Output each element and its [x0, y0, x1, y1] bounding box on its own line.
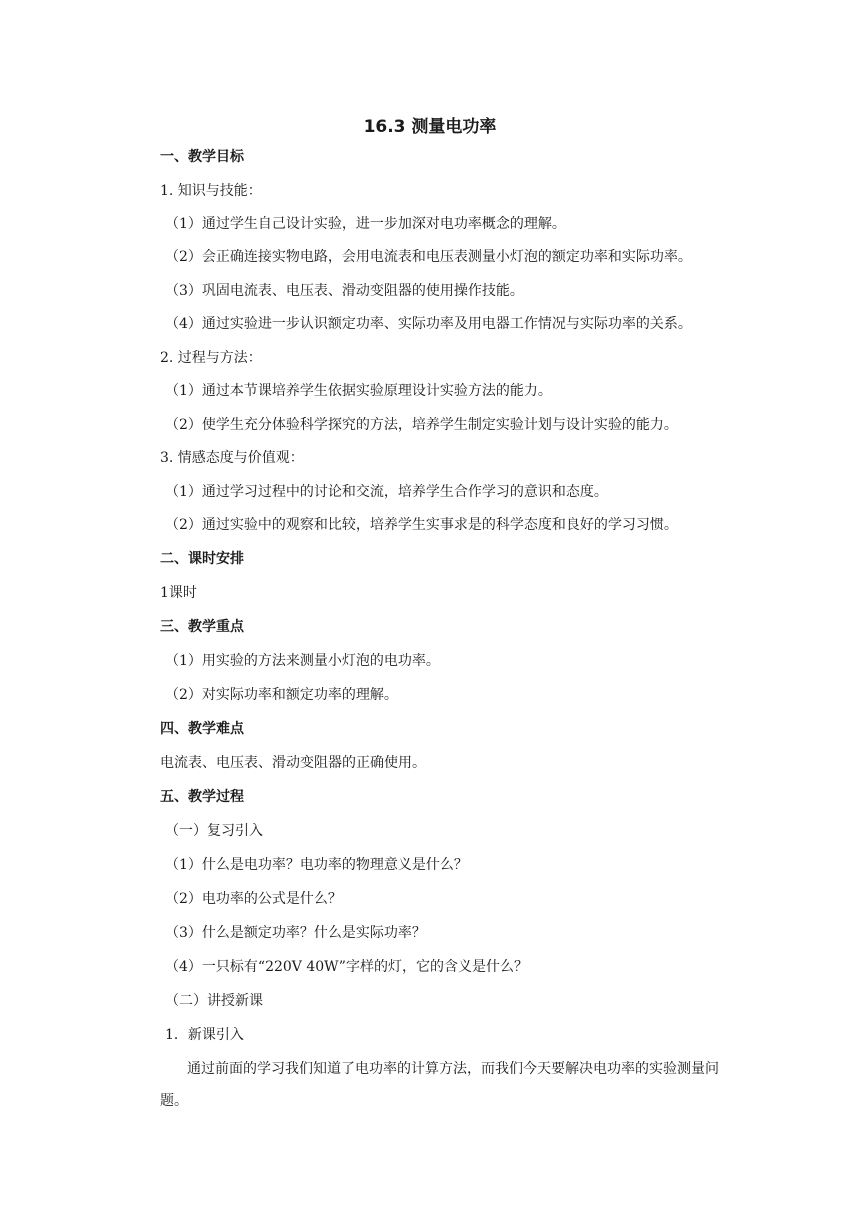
difficulties-text: 电流表、电压表、滑动变阻器的正确使用。	[160, 755, 426, 771]
list-item: （2）会正确连接实物电路，会用电流表和电压表测量小灯泡的额定功率和实际功率。	[165, 249, 692, 265]
section-heading-schedule: 二、课时安排	[160, 551, 244, 567]
section-heading-process: 五、教学过程	[160, 789, 244, 805]
list-item: （1）通过学习过程中的讨论和交流，培养学生合作学习的意识和态度。	[165, 484, 608, 500]
list-item: （3）什么是额定功率？什么是实际功率？	[165, 925, 426, 941]
list-item: （1）什么是电功率？电功率的物理意义是什么？	[165, 857, 468, 873]
paragraph-line: 题。	[160, 1093, 188, 1109]
list-item: （1）用实验的方法来测量小灯泡的电功率。	[165, 653, 440, 669]
schedule-text: 1课时	[160, 585, 197, 601]
subheading-process-methods: 2. 过程与方法：	[160, 350, 262, 366]
paragraph-line: 通过前面的学习我们知道了电功率的计算方法，而我们今天要解决电功率的实验测量问	[187, 1061, 719, 1077]
section-heading-difficulties: 四、教学难点	[160, 721, 244, 737]
subheading-review: （一）复习引入	[165, 823, 263, 839]
subheading-new-lesson: （二）讲授新课	[165, 993, 263, 1009]
list-item: （2）通过实验中的观察和比较，培养学生实事求是的科学态度和良好的学习习惯。	[165, 517, 678, 533]
subheading-knowledge-skills: 1. 知识与技能：	[160, 183, 262, 199]
list-item: （4）通过实验进一步认识额定功率、实际功率及用电器工作情况与实际功率的关系。	[165, 316, 692, 332]
section-heading-key-points: 三、教学重点	[160, 619, 244, 635]
list-item: （2）对实际功率和额定功率的理解。	[165, 687, 398, 703]
list-item: （4）一只标有“220V 40W”字样的灯，它的含义是什么？	[165, 959, 528, 975]
section-heading-objectives: 一、教学目标	[160, 149, 244, 165]
subheading-introduction: 1．新课引入	[165, 1027, 244, 1043]
list-item: （3）巩固电流表、电压表、滑动变阻器的使用操作技能。	[165, 283, 524, 299]
list-item: （1）通过本节课培养学生依据实验原理设计实验方法的能力。	[165, 383, 552, 399]
list-item: （2）电功率的公式是什么？	[165, 891, 342, 907]
list-item: （2）使学生充分体验科学探究的方法，培养学生制定实验计划与设计实验的能力。	[165, 417, 678, 433]
list-item: （1）通过学生自己设计实验，进一步加深对电功率概念的理解。	[165, 216, 566, 232]
page-title: 16.3 测量电功率	[363, 117, 497, 137]
subheading-attitudes-values: 3. 情感态度与价值观：	[160, 450, 304, 466]
